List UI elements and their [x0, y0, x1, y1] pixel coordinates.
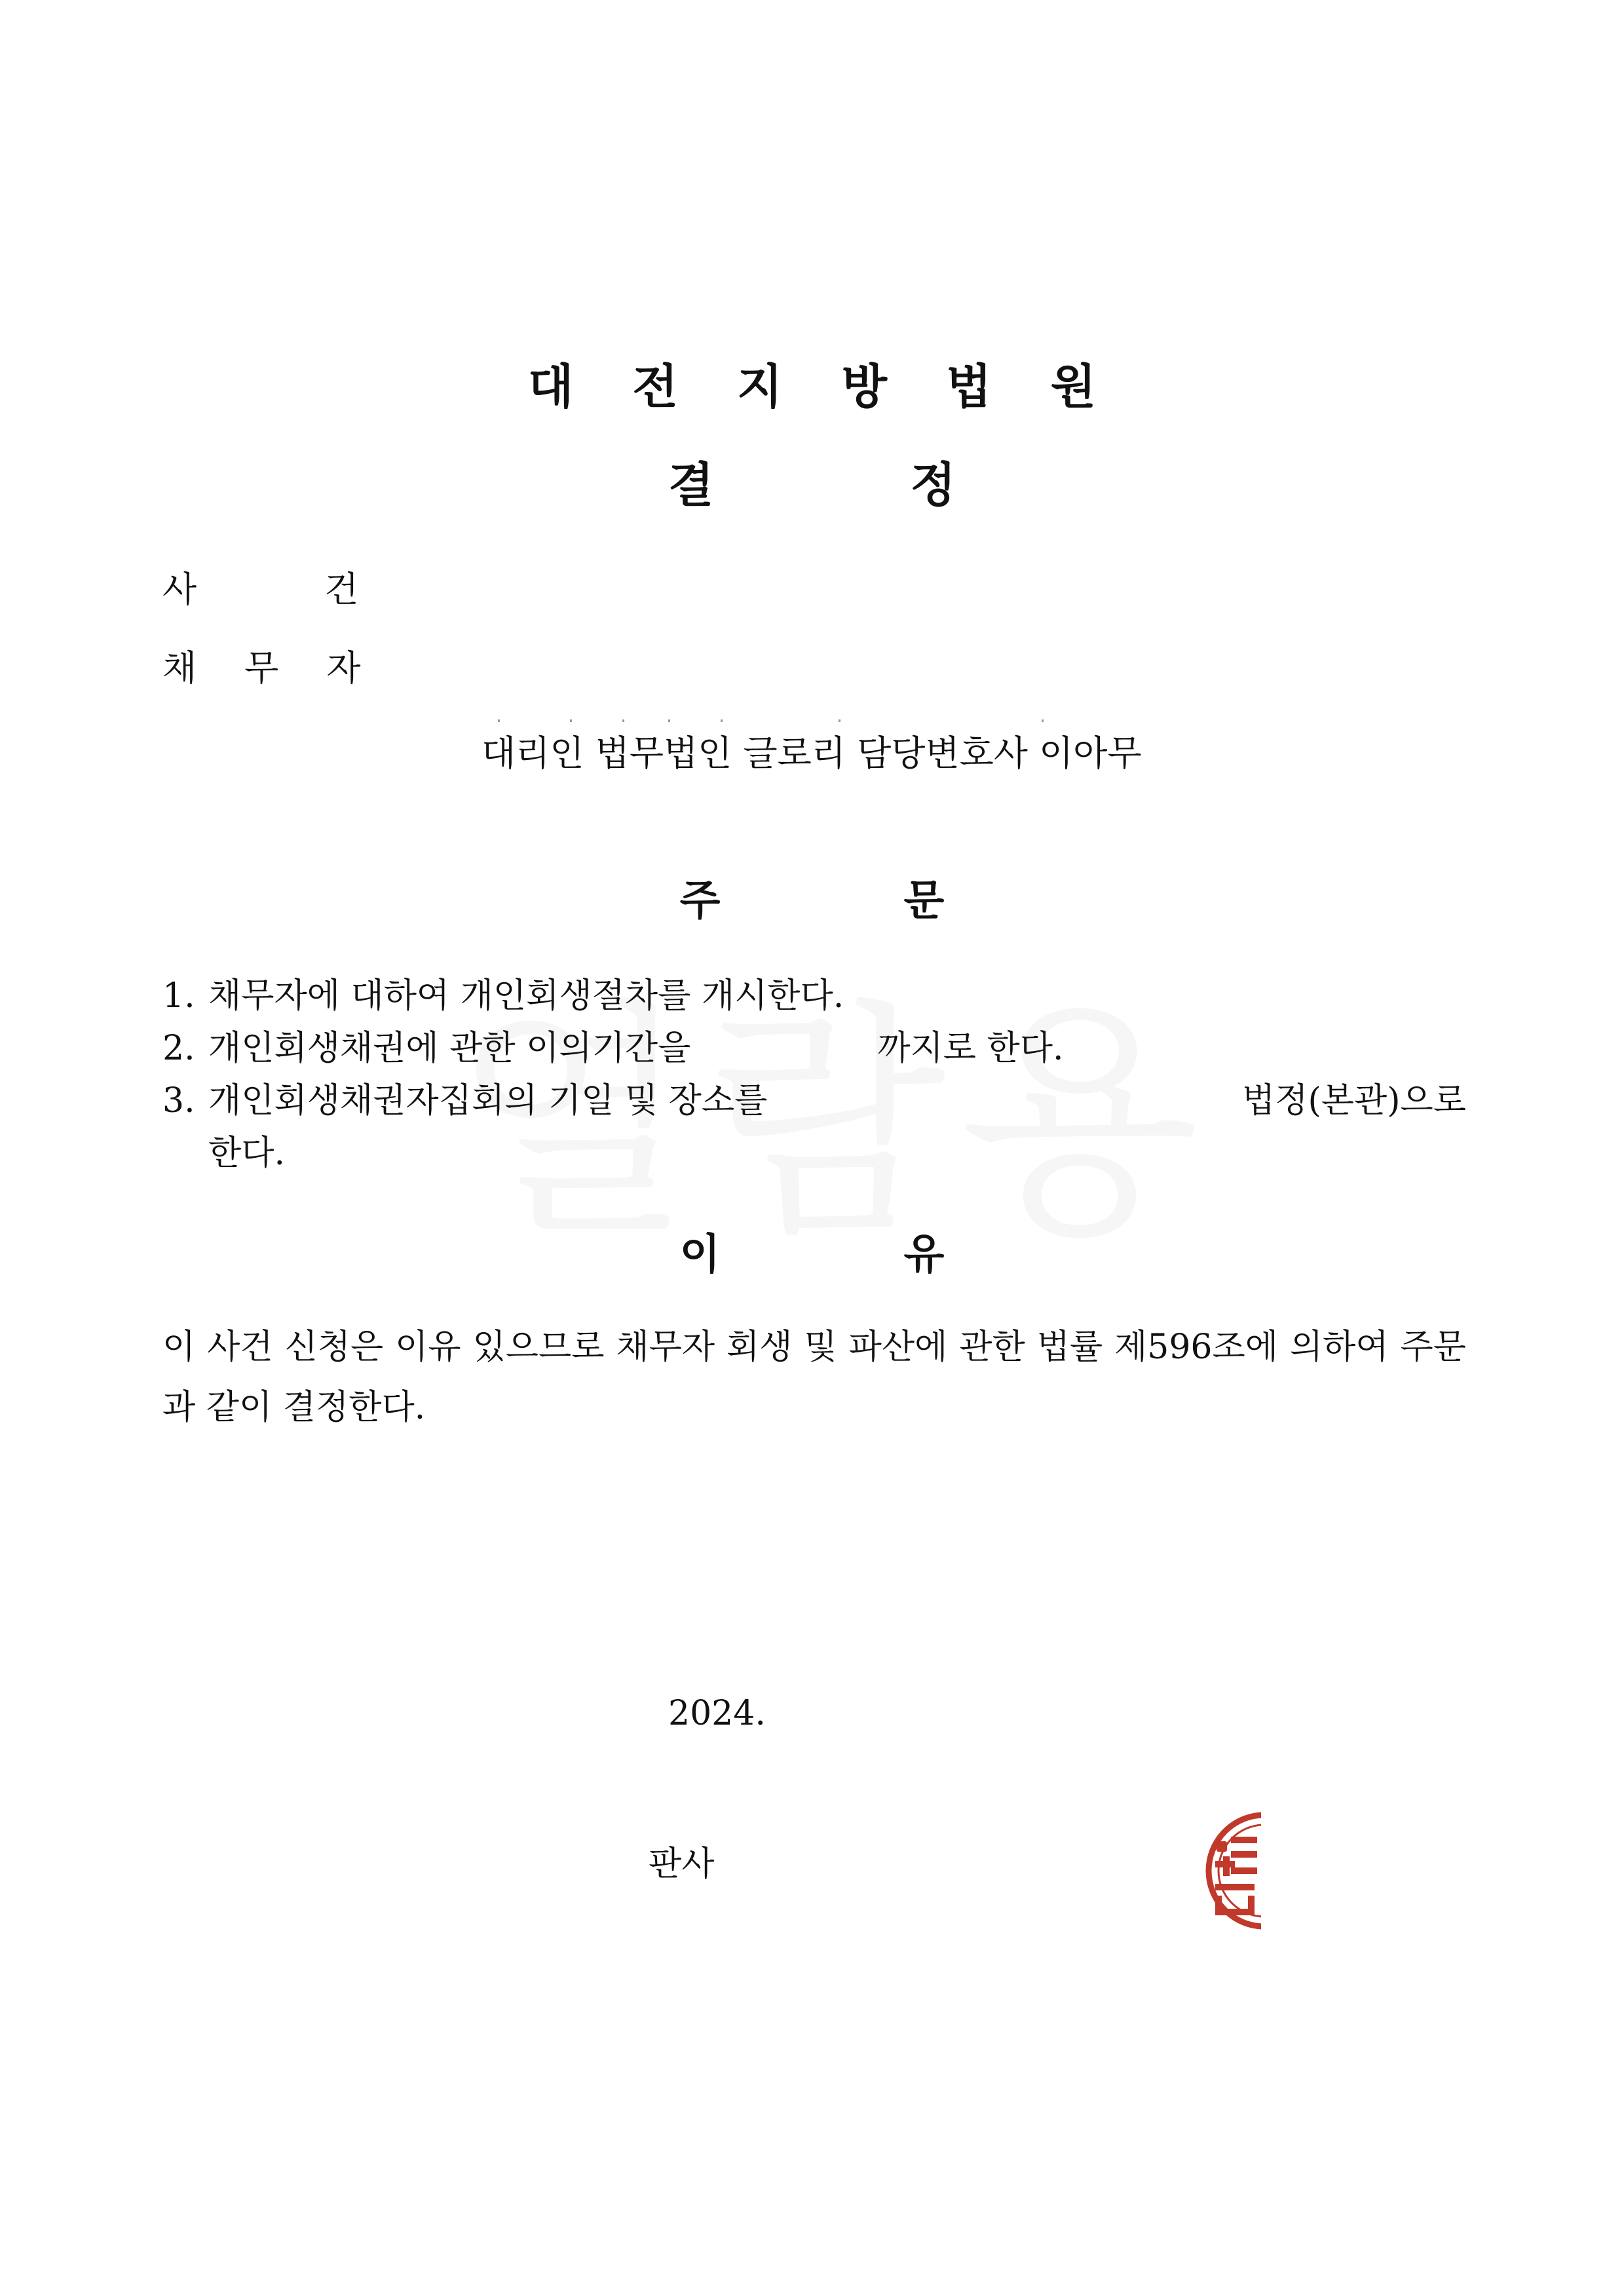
agent-line: 대리인 법무법인 글로리 담당변호사 이아무	[482, 733, 1142, 774]
reason-text: 이 사건 신청은 이유 있으므로 채무자 회생 및 파산에 관한 법률 제596조에 의하여 주문과 같이 결정한다.	[162, 1328, 1466, 1427]
court-name: 대 전 지 방 법 원	[527, 359, 1097, 414]
judge-label: 판사	[649, 1845, 715, 1884]
order-item-1: 1. 채무자에 대하여 개인회생절차를 개시한다.	[162, 976, 844, 1016]
order-heading: 주 문	[679, 877, 945, 925]
redaction-marks	[498, 718, 1061, 724]
reason-heading: 이 유	[679, 1231, 945, 1279]
seal-icon	[1202, 1805, 1261, 1936]
decision-date: 2024.	[668, 1694, 766, 1733]
court-seal	[1202, 1805, 1261, 1936]
document-type: 결 정	[668, 457, 956, 512]
order-item-2: 2. 개인회생채권에 관한 이의기간을 까지로 한다.	[162, 1029, 1064, 1068]
order-item-3-continuation: 한다.	[208, 1134, 285, 1173]
debtor-label: 채 무 자	[162, 647, 361, 689]
order-item-3: 3. 개인회생채권자집회의 기일 및 장소를 법정(본관)으로	[162, 1081, 1466, 1120]
case-label: 사 건	[162, 569, 359, 610]
